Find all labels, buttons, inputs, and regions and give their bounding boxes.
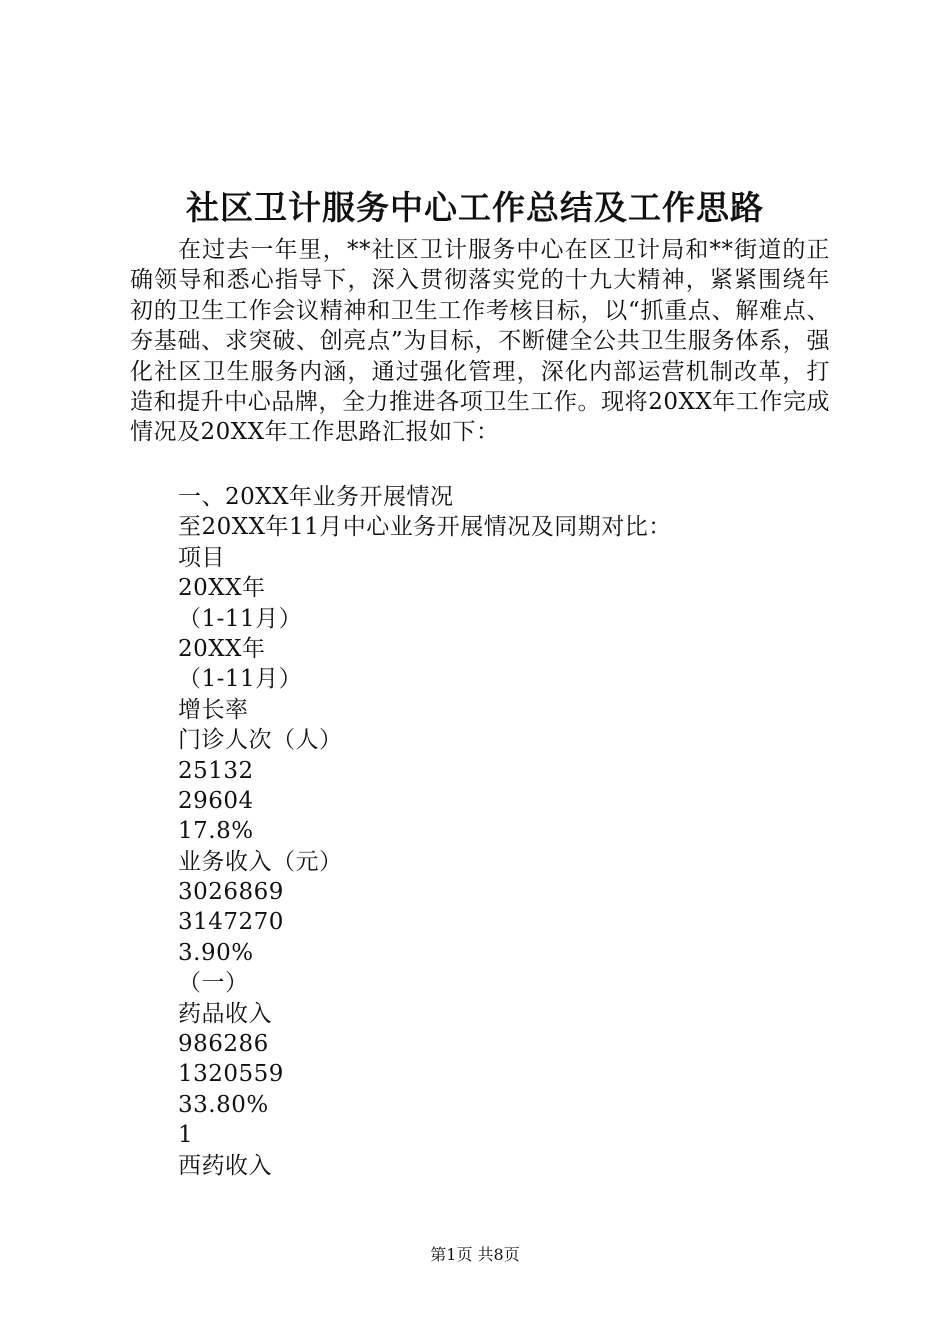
text-line: 3026869 (178, 879, 284, 906)
text-line: 1 (178, 1122, 194, 1149)
text-line: 25132 (178, 757, 254, 784)
text-line: 一、20XX年业务开展情况 (178, 484, 454, 510)
text-line: （1-11月） (178, 605, 303, 632)
text-line: 1320559 (178, 1061, 284, 1088)
content-lines (178, 482, 672, 1181)
text-line: 3147270 (178, 909, 284, 936)
text-line: （一） (178, 970, 249, 997)
text-line: 门诊人次（人） (178, 727, 343, 754)
text-line: （1-11月） (178, 666, 303, 693)
text-line: 33.80% (178, 1091, 269, 1118)
text-line: 业务收入（元） (178, 848, 343, 875)
text-line: 3.90% (178, 939, 254, 966)
text-line: 17.8% (178, 818, 254, 845)
text-line: 药品收入 (178, 1000, 272, 1027)
text-line: 20XX年 (178, 635, 266, 662)
text-line: 986286 (178, 1031, 269, 1058)
text-line: 增长率 (178, 696, 249, 723)
document-title: 社区卫计服务中心工作总结及工作思路 (186, 188, 764, 227)
intro-paragraph: 在过去一年里，**社区卫计服务中心在区卫计局和**街道的正确领导和悉心指导下，深入贯彻落实党的十九大精神，紧紧围绕年初的卫生工作会议精神和卫生工作考核目标，以“抓重点、解难点、夯基础、求突破、创亮点”为目标，不断健全公共卫生服务体系，强化社区卫生服务内涵，通过强化管理，深化内部运营机制改革，打造和提升中心品牌，全力推进各项卫生工作。现将20XX年工作完成情况及20XX年工作思路汇报如下： (130, 237, 830, 446)
text-line: 西药收入 (178, 1152, 272, 1179)
text-line: 至20XX年11月中心业务开展情况及同期对比： (178, 514, 672, 541)
page-footer: 第1页 共8页 (430, 1245, 520, 1264)
text-line: 20XX年 (178, 575, 266, 602)
text-line: 项目 (178, 544, 225, 571)
text-line: 29604 (178, 787, 254, 814)
